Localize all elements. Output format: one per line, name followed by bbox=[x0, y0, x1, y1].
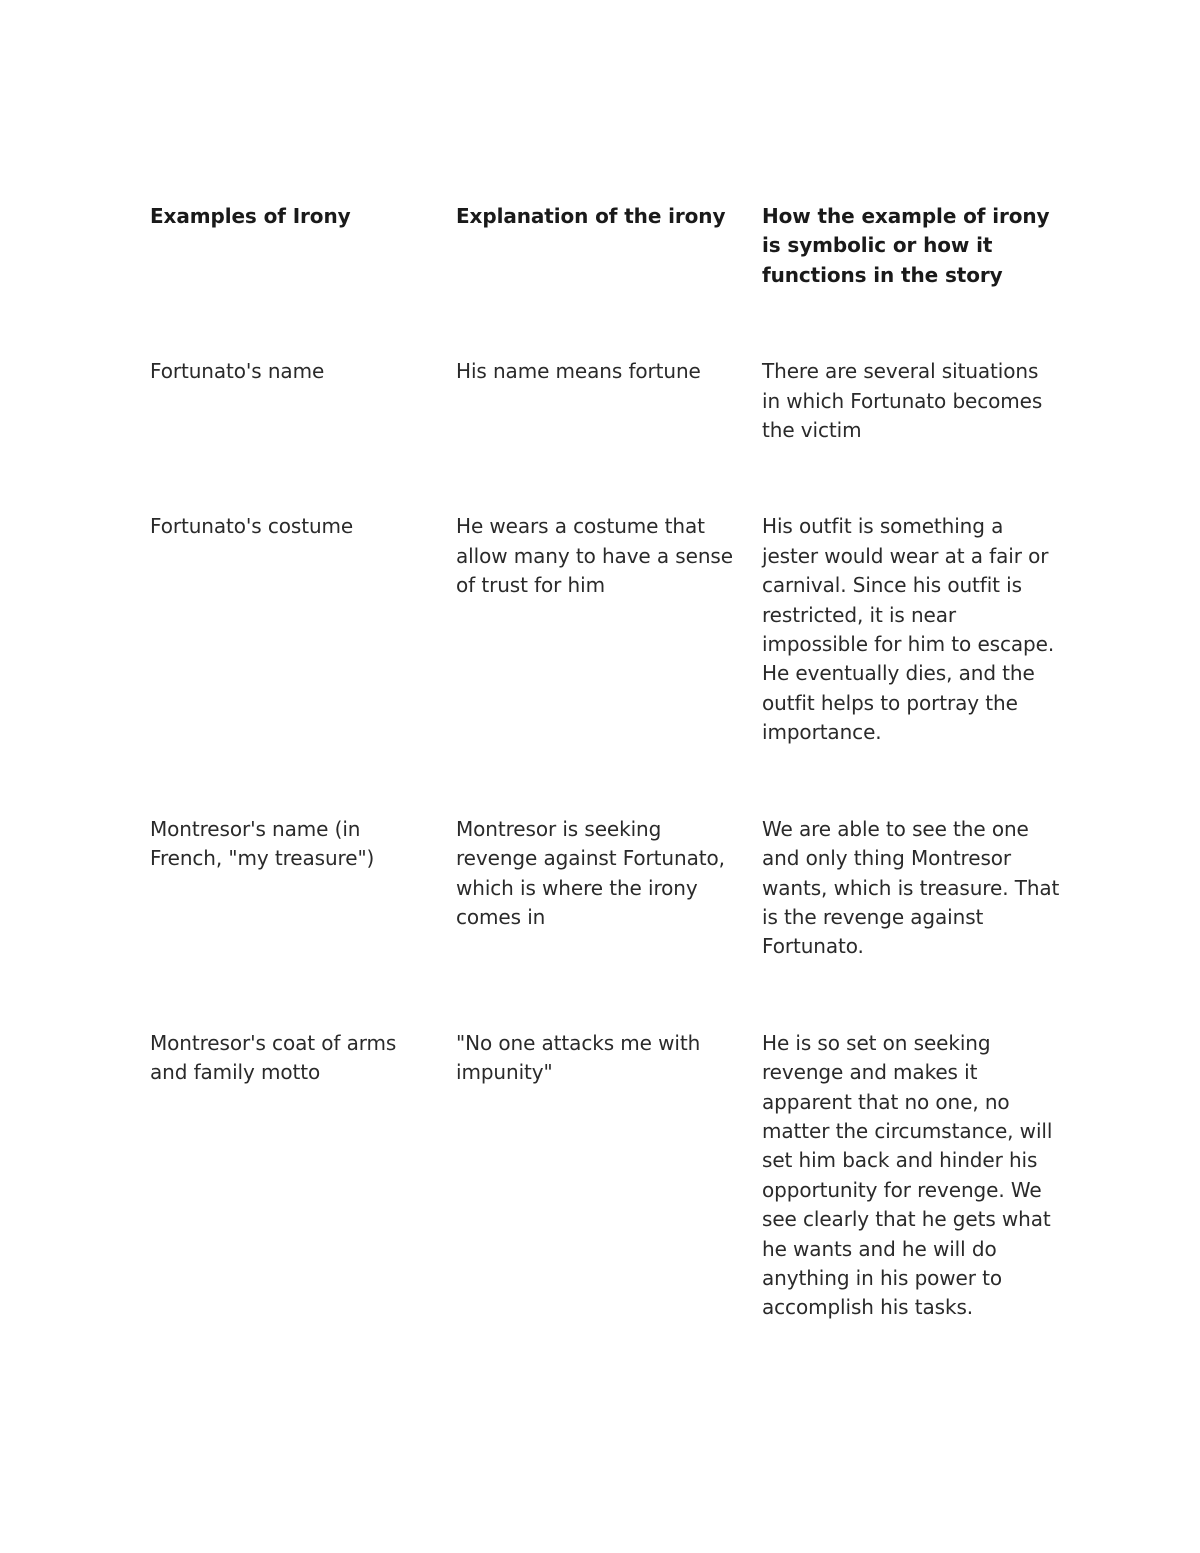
cell-explanation: Montresor is seeking revenge against Fortunato, which is where the irony comes in bbox=[456, 816, 725, 929]
cell-example: Fortunato's costume bbox=[150, 514, 354, 539]
header-examples: Examples of Irony bbox=[150, 204, 351, 228]
table-row bbox=[150, 815, 1060, 1029]
table-row bbox=[150, 512, 1060, 814]
cell-explanation: He wears a costume that allow many to have a sense of trust for him bbox=[456, 514, 733, 598]
header-explanation: Explanation of the irony bbox=[456, 204, 726, 228]
table-row bbox=[150, 357, 1060, 512]
irony-table bbox=[150, 202, 1060, 1390]
cell-explanation: His name means fortune bbox=[456, 359, 701, 384]
cell-example: Montresor's name (in French, "my treasure") bbox=[150, 816, 375, 871]
cell-function: He is so set on seeking revenge and makes it apparent that no one, no matter the circumstance, will set him back and hinder his opportunity for revenge. We see clearly that he gets what he wants and he will do anything in his power to accomplish his tasks. bbox=[762, 1030, 1053, 1320]
cell-example: Fortunato's name bbox=[150, 359, 325, 384]
cell-example: Montresor's coat of arms and family motto bbox=[150, 1030, 397, 1085]
cell-function: His outfit is something a jester would wear at a fair or carnival. Since his outfit is restricted, it is near impossible for him to escape. He eventually dies, and the outfit helps to portray the importance. bbox=[762, 514, 1055, 745]
header-function: How the example of irony is symbolic or how it functions in the story bbox=[762, 204, 1050, 287]
cell-explanation: "No one attacks me with impunity" bbox=[456, 1030, 701, 1085]
cell-function: We are able to see the one and only thing Montresor wants, which is treasure. That is the revenge against Fortunato. bbox=[762, 816, 1060, 959]
table-row bbox=[150, 1029, 1060, 1390]
cell-function: There are several situations in which Fortunato becomes the victim bbox=[762, 359, 1043, 443]
table-header-row bbox=[150, 202, 1060, 357]
